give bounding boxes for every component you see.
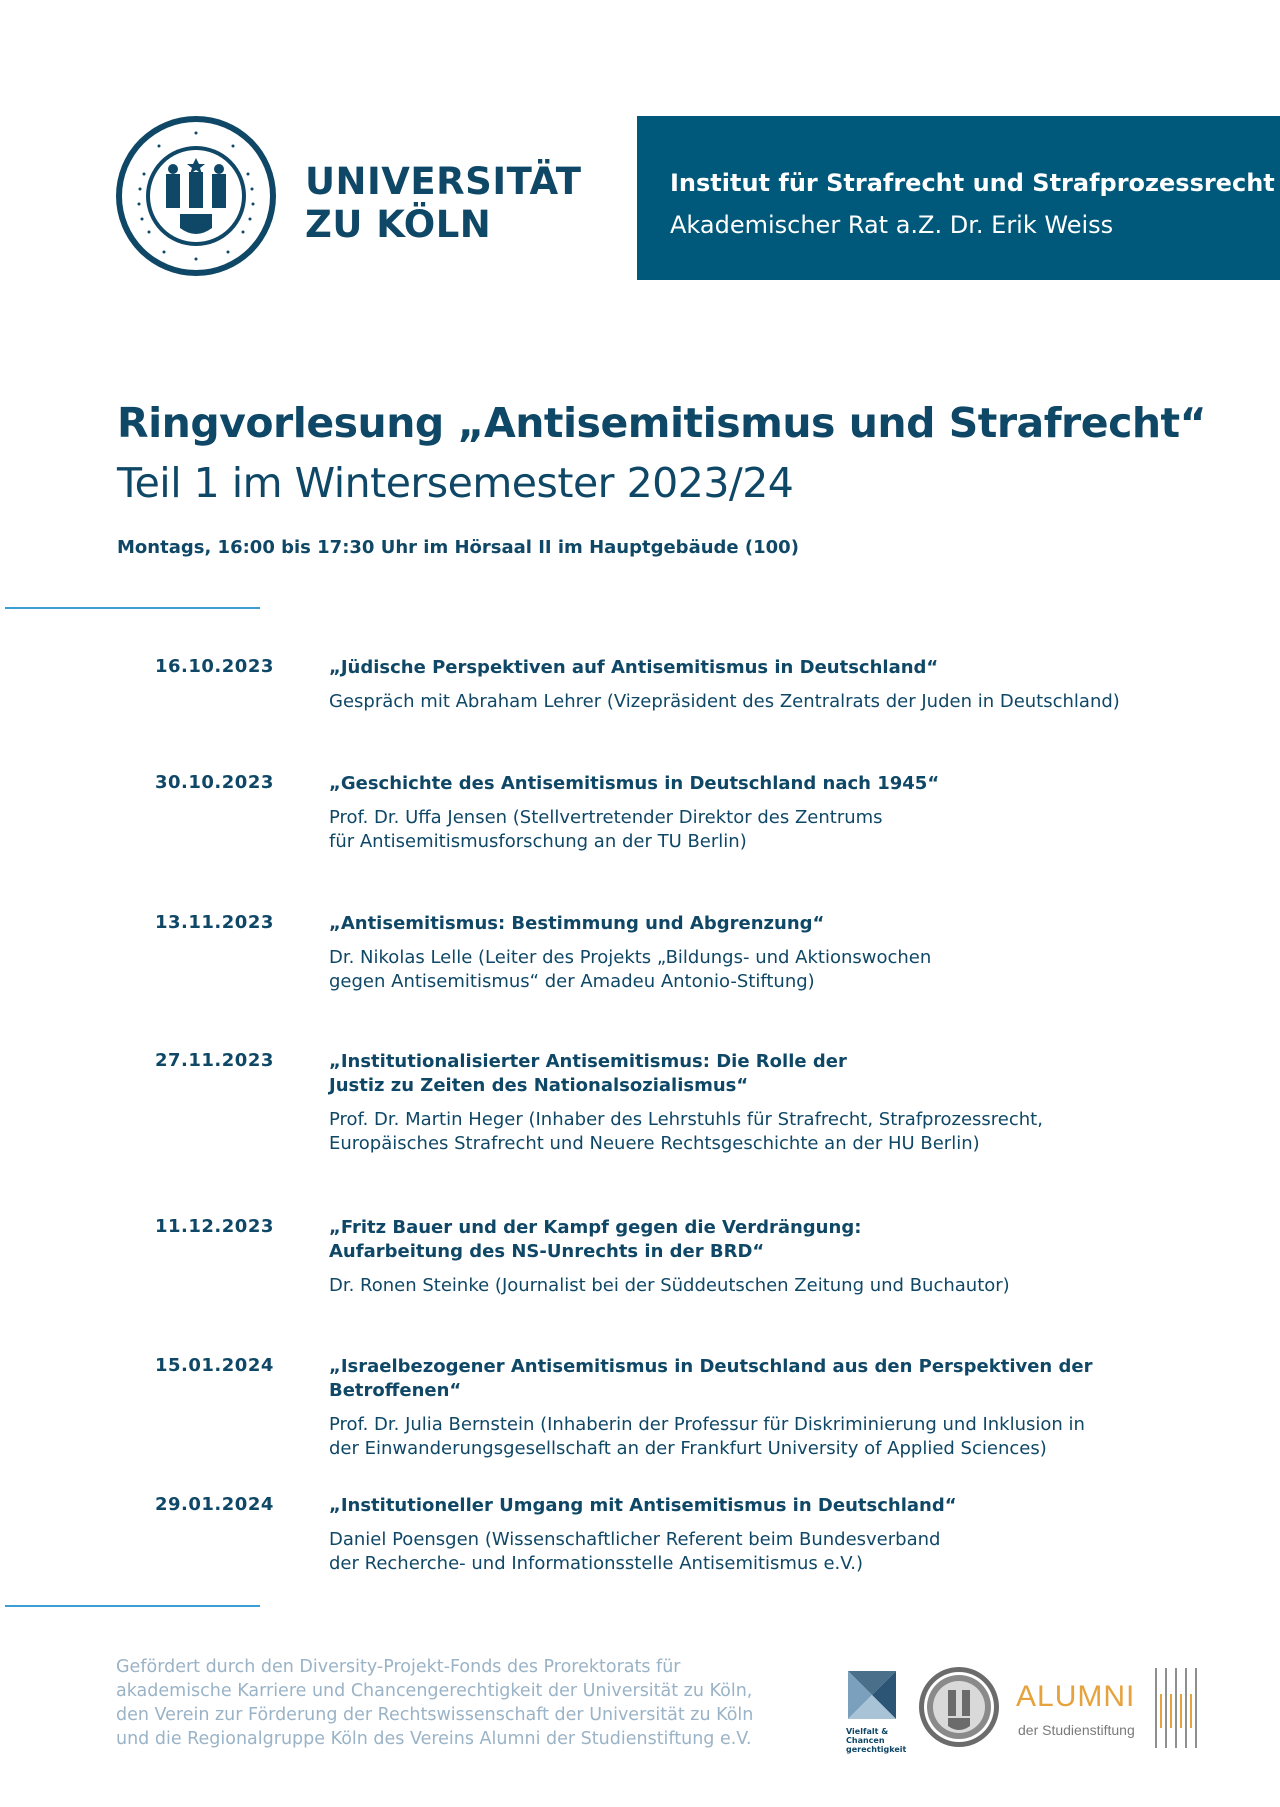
schedule-info: Montags, 16:00 bis 17:30 Uhr im Hörsaal II im Hauptgebäude (100) — [117, 537, 799, 558]
alumni-bars-icon — [1152, 1666, 1198, 1750]
event-speaker: Prof. Dr. Uffa Jensen (Stellvertretender Direktor des Zentrums für Antisemitismusforschung an der TU Berlin) — [329, 807, 883, 852]
lecture-series-subtitle: Teil 1 im Wintersemester 2023/24 — [117, 459, 794, 507]
event-speaker: Dr. Nikolas Lelle (Leiter des Projekts „Bildungs- und Aktionswochen gegen Antisemitismus“ der Amadeu Antonio-Stiftung) — [329, 947, 932, 992]
event-date: 16.10.2023 — [155, 656, 274, 677]
event-speaker: Prof. Dr. Julia Bernstein (Inhaberin der Professur für Diskriminierung und Inklusion in der Einwanderungsgesellschaft an der Frankfurt University of Applied Sciences) — [329, 1414, 1085, 1459]
event-title: „Geschichte des Antisemitismus in Deutschland nach 1945“ — [329, 773, 940, 794]
university-name-line2: ZU KÖLN — [305, 203, 492, 246]
event-date: 27.11.2023 — [155, 1050, 274, 1071]
vielfalt-logo — [846, 1669, 907, 1754]
divider-top — [5, 607, 260, 609]
event-title: „Fritz Bauer und der Kampf gegen die Verdrängung: Aufarbeitung des NS-Unrechts in der BRD“ — [329, 1217, 862, 1262]
lecture-series-title: Ringvorlesung „Antisemitismus und Strafrecht“ — [117, 399, 1207, 447]
university-seal-logo — [114, 114, 278, 278]
faculty-seal-logo — [918, 1666, 1000, 1748]
event-date: 29.01.2024 — [155, 1494, 274, 1515]
event-speaker: Daniel Poensgen (Wissenschaftlicher Referent beim Bundesverband der Recherche- und Informationsstelle Antisemitismus e.V.) — [329, 1529, 941, 1574]
alumni-name: ALUMNI — [1016, 1680, 1136, 1713]
university-name-line1: UNIVERSITÄT — [305, 160, 582, 203]
event-title: „Institutionalisierter Antisemitismus: Die Rolle der Justiz zu Zeiten des Nationalsozialismus“ — [329, 1051, 847, 1096]
event-title: „Jüdische Perspektiven auf Antisemitismus in Deutschland“ — [329, 657, 939, 678]
event-title: „Institutioneller Umgang mit Antisemitismus in Deutschland“ — [329, 1495, 957, 1516]
institute-header-box — [637, 116, 1280, 280]
alumni-logo — [1016, 1666, 1198, 1750]
vielfalt-label: Vielfalt & Chancen gerechtigkeit — [846, 1727, 907, 1754]
alumni-subtitle: der Studienstiftung — [1018, 1722, 1135, 1738]
event-speaker: Prof. Dr. Martin Heger (Inhaber des Lehrstuhls für Strafrecht, Strafprozessrecht, Europäisches Strafrecht und Neuere Rechtsgeschichte an der HU Berlin) — [329, 1109, 1043, 1154]
lecturer-name: Akademischer Rat a.Z. Dr. Erik Weiss — [670, 211, 1114, 239]
funding-note: Gefördert durch den Diversity-Projekt-Fonds des Prorektorats für akademische Karriere und Chancengerechtigkeit der Universität zu Köln, den Verein zur Förderung der Rechtswissenschaft der Universität zu Köln und die Regionalgruppe Köln des Vereins Alumni der Studienstiftung e.V. — [116, 1657, 754, 1749]
event-speaker: Gespräch mit Abraham Lehrer (Vizepräsident des Zentralrats der Juden in Deutschland) — [329, 691, 1120, 712]
event-speaker: Dr. Ronen Steinke (Journalist bei der Süddeutschen Zeitung und Buchautor) — [329, 1275, 1010, 1296]
divider-bottom — [5, 1605, 260, 1607]
university-name — [305, 160, 581, 246]
event-date: 30.10.2023 — [155, 772, 274, 793]
institute-name: Institut für Strafrecht und Strafprozessrecht — [670, 169, 1275, 197]
event-date: 15.01.2024 — [155, 1355, 274, 1376]
event-title: „Israelbezogener Antisemitismus in Deutschland aus den Perspektiven der Betroffenen“ — [329, 1356, 1093, 1401]
event-title: „Antisemitismus: Bestimmung und Abgrenzung“ — [329, 913, 825, 934]
event-date: 13.11.2023 — [155, 912, 274, 933]
vielfalt-mark-icon — [846, 1669, 898, 1721]
event-date: 11.12.2023 — [155, 1216, 274, 1237]
